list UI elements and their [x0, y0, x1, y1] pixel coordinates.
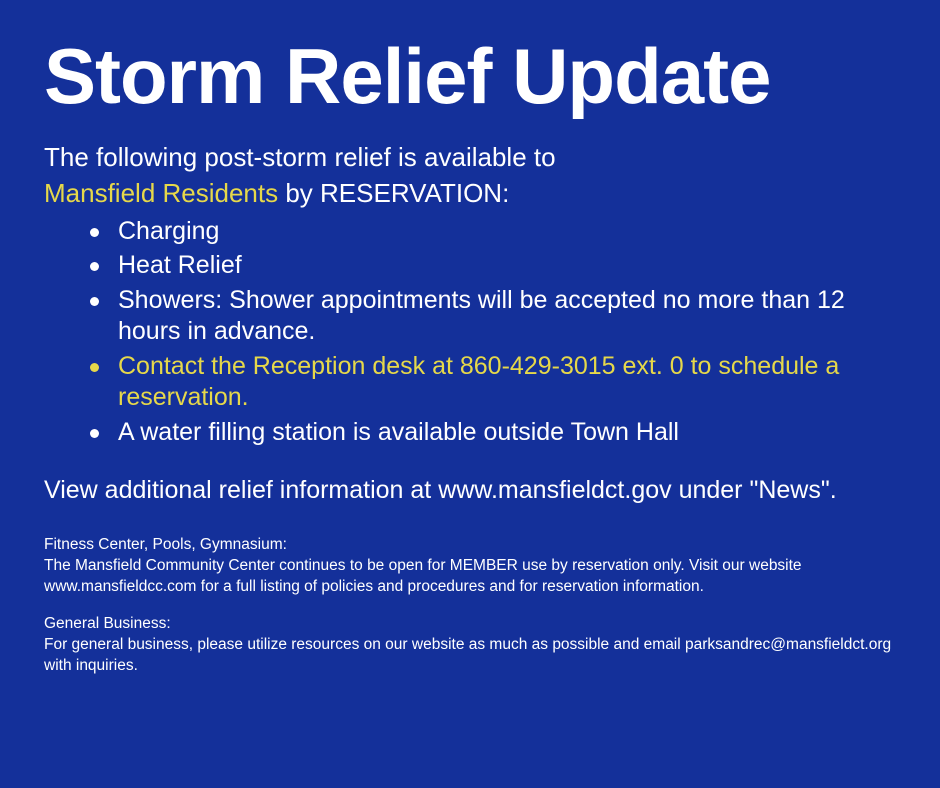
list-item-label: Showers: Shower appointments will be accepted no more than 12 hours in advance. [118, 285, 845, 346]
intro-text [44, 142, 896, 209]
list-item-label: Contact the Reception desk at 860-429-3015 ext. 0 to schedule a reservation. [118, 351, 840, 412]
list-item [90, 250, 896, 282]
list-item-label: Heat Relief [118, 251, 242, 280]
note-general-business [44, 614, 896, 677]
intro-line-1: The following post-storm relief is available to [44, 142, 556, 173]
intro-rest: by RESERVATION: [278, 178, 510, 209]
notes-section [44, 535, 896, 677]
list-item-label: A water filling station is available outside Town Hall [118, 417, 679, 446]
note-body: For general business, please utilize resources on our website as much as possible and email parksandrec@mansfieldct.org with inquiries. [44, 636, 892, 674]
intro-line-2 [44, 178, 896, 210]
view-additional-info: View additional relief information at www.mansfieldct.gov under "News". [44, 476, 837, 505]
list-item [90, 216, 896, 248]
note-heading: General Business: [44, 615, 171, 633]
list-item-contact [90, 351, 896, 414]
intro-highlight: Mansfield Residents [44, 178, 279, 209]
note-body: The Mansfield Community Center continues to be open for MEMBER use by reservation only. Visit our website www.mansfieldcc.com for a full listing of policies and procedures and for reservation information. [44, 557, 802, 596]
list-item [90, 285, 896, 348]
relief-list [44, 216, 896, 449]
note-heading: Fitness Center, Pools, Gymnasium: [44, 536, 287, 554]
list-item-label: Charging [118, 216, 220, 245]
page-title: Storm Relief Update [44, 32, 771, 120]
list-item [90, 417, 896, 449]
note-facilities [44, 535, 896, 598]
